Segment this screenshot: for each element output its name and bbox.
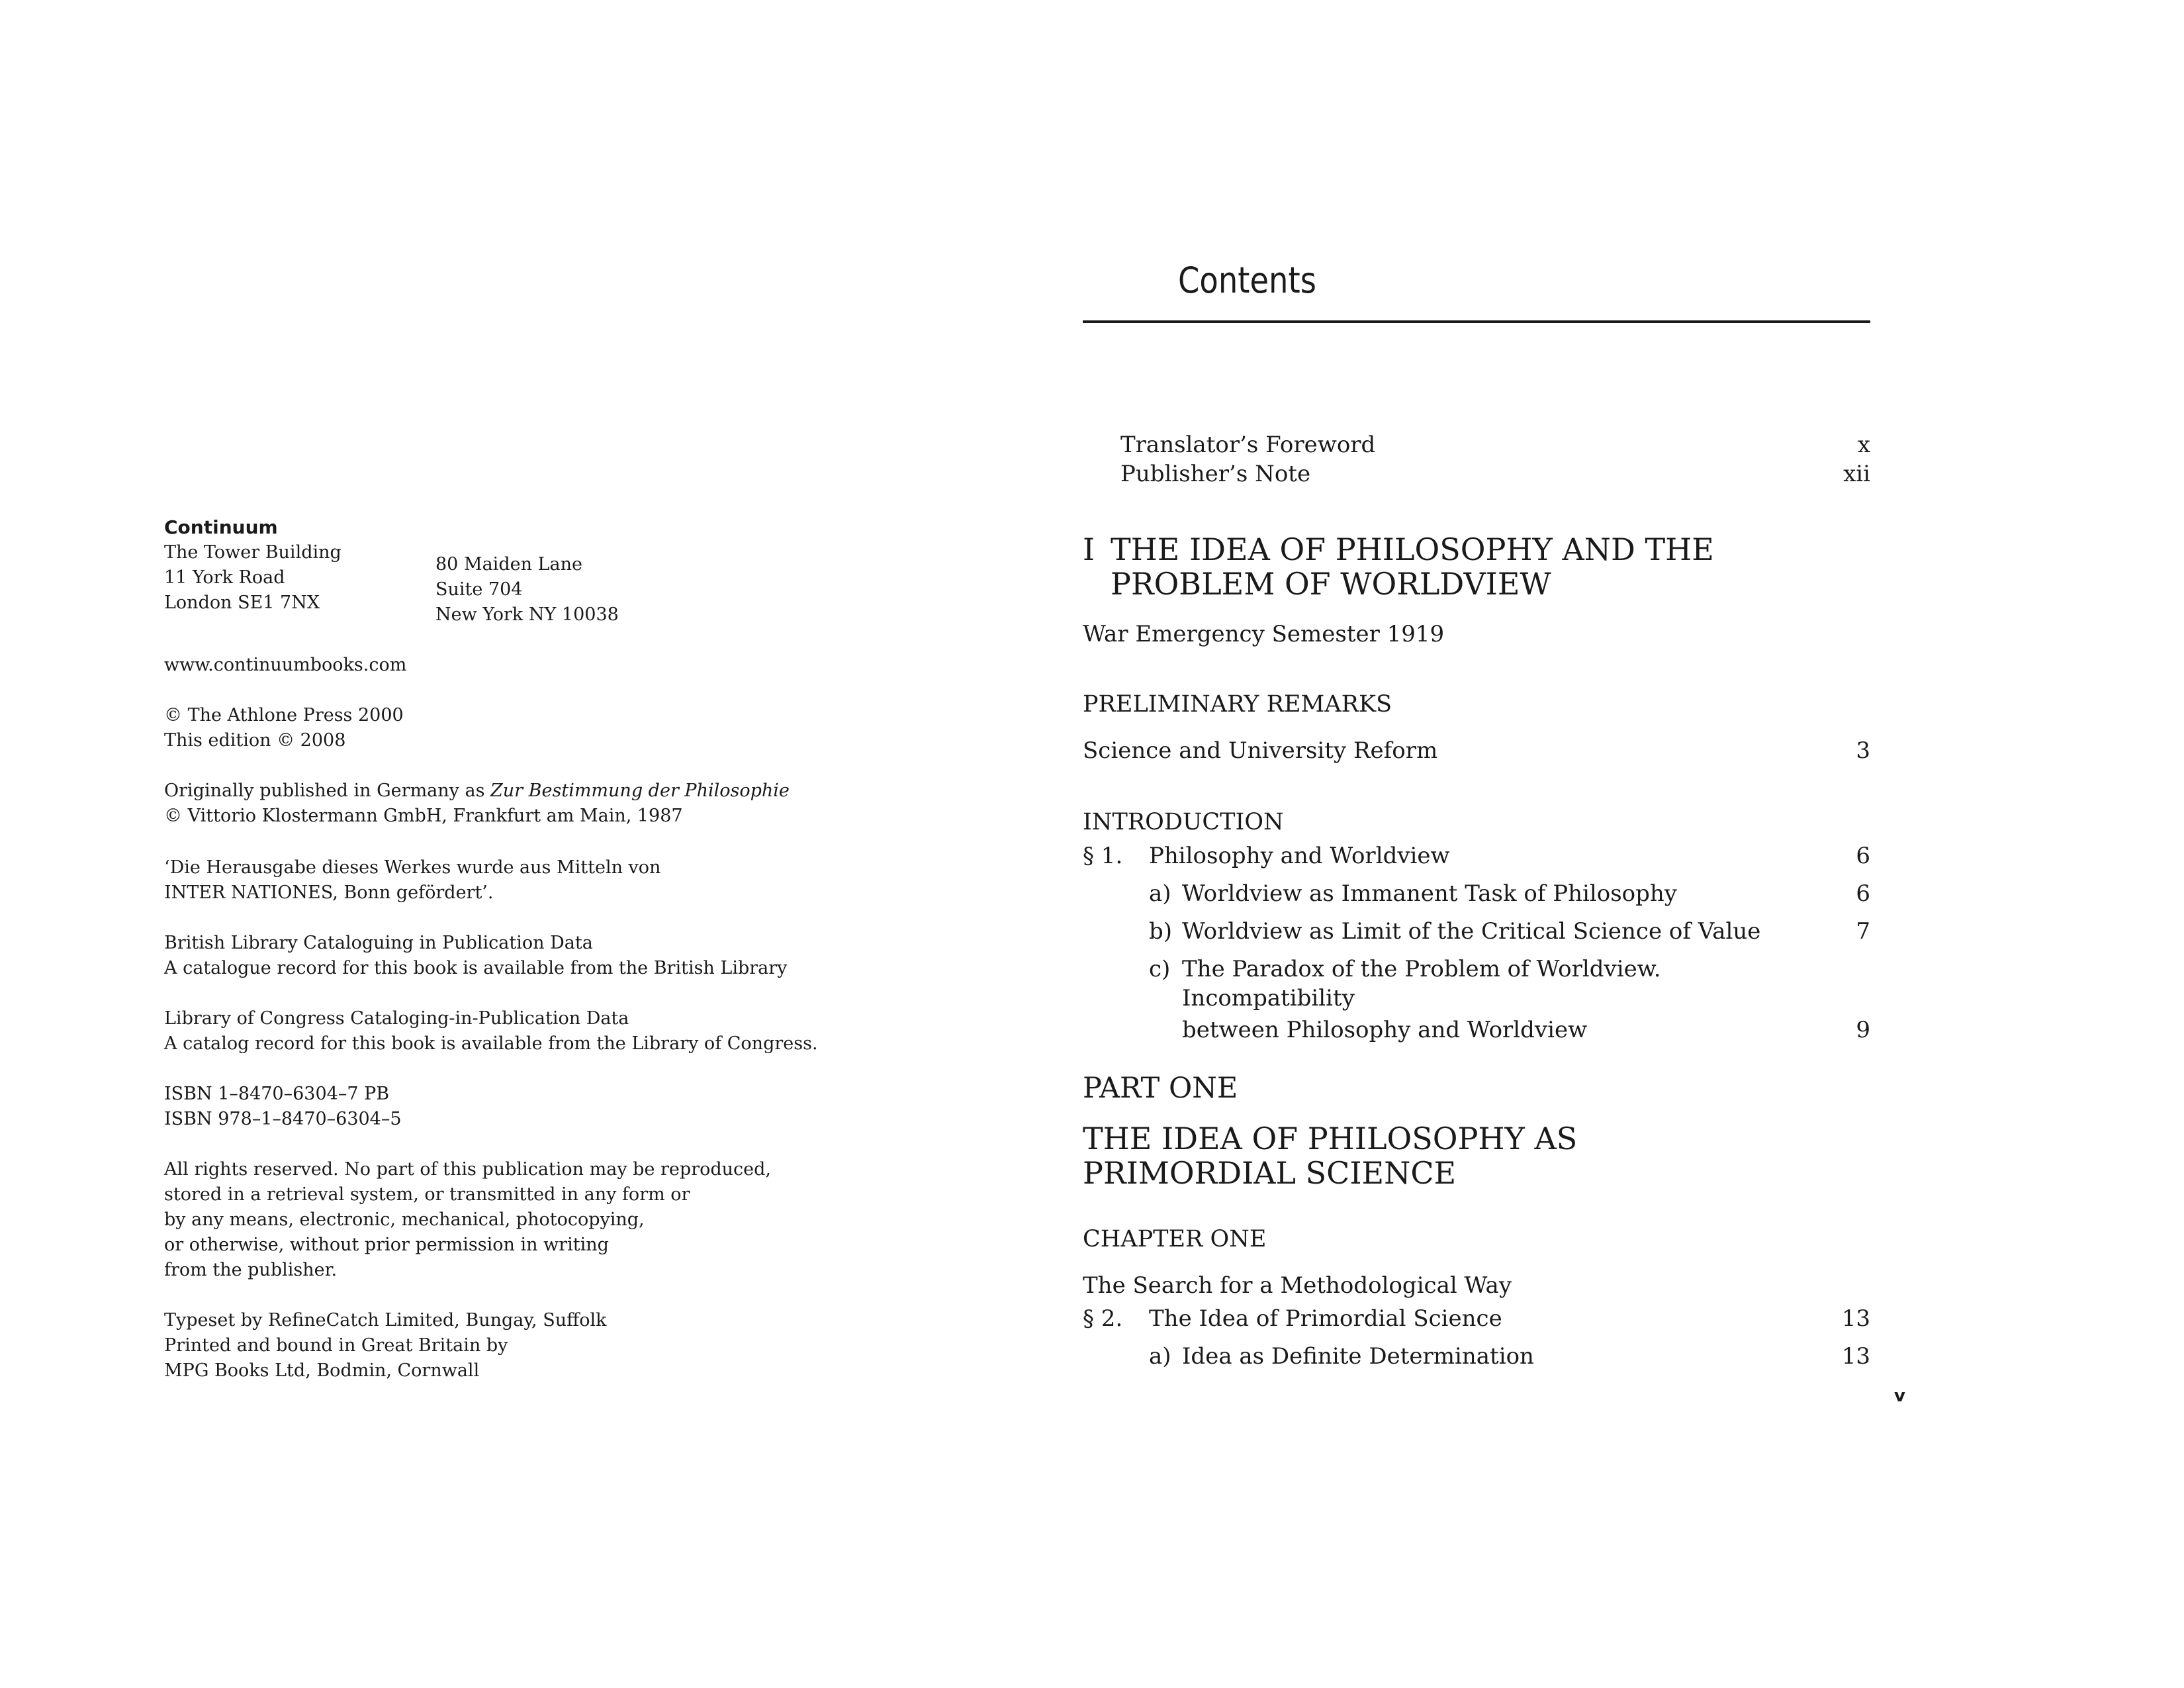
toc-entry-label: Philosophy and Worldview <box>1149 843 1450 869</box>
toc-page-number: 3 <box>1856 737 1870 764</box>
cip-line: A catalogue record for this book is available from the British Library <box>164 958 788 978</box>
toc-entry-label: Publisher’s Note <box>1120 461 1311 487</box>
toc-entry-label: Science and University Reform <box>1083 737 1438 764</box>
chapter-heading: CHAPTER ONE <box>1083 1226 1267 1252</box>
address-line: London SE1 7NX <box>164 592 320 613</box>
chapter-one-heading <box>1083 1225 1870 1254</box>
part-title-line: PRIMORDIAL SCIENCE <box>1083 1155 1457 1191</box>
cip-line: Library of Congress Cataloging-in-Publication Data <box>164 1008 629 1029</box>
chapter-one-subtitle <box>1083 1271 1870 1300</box>
toc-entry-sub-b <box>1083 917 1870 946</box>
cip-line: A catalog record for this book is available from the Library of Congress. <box>164 1033 818 1054</box>
rights-line: All rights reserved. No part of this publication may be reproduced, <box>164 1159 771 1180</box>
toc-page-number: xii <box>1843 461 1870 487</box>
uk-address <box>164 540 435 628</box>
semester-line <box>1083 620 1870 649</box>
preliminary-heading <box>1083 690 1870 719</box>
isbn-block <box>164 1082 826 1132</box>
toc-page-number: x <box>1857 432 1870 458</box>
toc-entry-sub-a-2 <box>1083 1342 1870 1371</box>
toc-entry-label: Worldview as Immanent Task of Philosophy <box>1182 880 1678 907</box>
rights-notice <box>164 1157 826 1283</box>
toc-entry-label <box>1182 955 1831 1045</box>
toc-entry-sub-a <box>1083 879 1870 908</box>
chapter-subtitle: The Search for a Methodological Way <box>1083 1272 1512 1299</box>
funding-note <box>164 855 826 906</box>
toc-page-number: 6 <box>1856 843 1870 869</box>
toc-entry-publishers-note <box>1083 459 1870 489</box>
loc-cip <box>164 1006 826 1056</box>
toc-page-number: 13 <box>1841 1305 1870 1332</box>
rights-line: stored in a retrieval system, or transmitted in any form or <box>164 1184 690 1205</box>
original-pub-line: © Vittorio Klostermann GmbH, Frankfurt am Main, 1987 <box>164 806 683 826</box>
toc-entry-label: Idea as Definite Determination <box>1182 1343 1534 1370</box>
section-number: § 2. <box>1083 1305 1123 1332</box>
address-line: Suite 704 <box>435 579 523 600</box>
toc-page-number: 7 <box>1856 918 1870 945</box>
part-one-heading <box>1083 1074 1870 1103</box>
toc-entry-section-1 <box>1083 841 1870 870</box>
table-of-contents <box>1083 430 1870 1371</box>
funding-line: ‘Die Herausgabe dieses Werkes wurde aus Mitteln von <box>164 857 661 878</box>
part-title-line: THE IDEA OF PHILOSOPHY AND THE <box>1111 532 1714 567</box>
copyright-line: This edition © 2008 <box>164 730 346 751</box>
production-line: Printed and bound in Great Britain by <box>164 1335 508 1356</box>
part-i-heading <box>1083 532 1870 601</box>
part-title <box>1083 1121 1870 1190</box>
toc-entry-label: Worldview as Limit of the Critical Science of Value <box>1182 918 1761 945</box>
toc-entry-label: The Idea of Primordial Science <box>1149 1305 1502 1332</box>
address-line: 11 York Road <box>164 567 285 588</box>
funding-line: INTER NATIONES, Bonn gefördert’. <box>164 882 494 903</box>
production-line: MPG Books Ltd, Bodmin, Cornwall <box>164 1360 480 1381</box>
copyright-line: © The Athlone Press 2000 <box>164 705 404 726</box>
toc-page-number: 13 <box>1841 1343 1870 1370</box>
bl-cip <box>164 931 826 981</box>
section-number: § 1. <box>1083 843 1123 869</box>
subsection-letter: a) <box>1149 1343 1171 1370</box>
part-number: I <box>1083 532 1095 567</box>
original-title: Zur Bestimmung der Philosophie <box>490 780 790 801</box>
toc-entry-science-reform <box>1083 736 1870 765</box>
part-title-line: PROBLEM OF WORLDVIEW <box>1111 566 1551 602</box>
part-one-title <box>1083 1121 1870 1190</box>
part-title-line: THE IDEA OF PHILOSOPHY AS <box>1083 1121 1578 1156</box>
original-pub-line <box>164 778 826 804</box>
toc-page-number: 6 <box>1856 880 1870 907</box>
rights-line: from the publisher. <box>164 1260 338 1280</box>
page-title: Contents <box>1178 259 1316 301</box>
address-line: 80 Maiden Lane <box>435 554 582 575</box>
page-folio: v <box>1894 1386 1905 1406</box>
production-line: Typeset by RefineCatch Limited, Bungay, Suffolk <box>164 1310 607 1331</box>
section-heading: INTRODUCTION <box>1083 809 1284 835</box>
cip-line: British Library Cataloguing in Publication Data <box>164 933 593 953</box>
production-credits <box>164 1308 826 1383</box>
toc-entry-label-line: The Paradox of the Problem of Worldview. Incompatibility <box>1182 956 1661 1011</box>
toc-entry-section-2 <box>1083 1304 1870 1333</box>
original-publication <box>164 778 826 829</box>
toc-entry-translators-foreword <box>1083 430 1870 459</box>
rights-line: by any means, electronic, mechanical, photocopying, <box>164 1209 645 1230</box>
section-heading: PRELIMINARY REMARKS <box>1083 691 1392 718</box>
toc-entry-label-line: between Philosophy and Worldview <box>1182 1017 1588 1043</box>
subsection-letter: b) <box>1149 918 1173 945</box>
imprint-page <box>164 515 826 1383</box>
semester-text: War Emergency Semester 1919 <box>1083 621 1445 647</box>
copyright-block <box>164 703 826 753</box>
website-url: www.continuumbooks.com <box>164 655 407 675</box>
address-line: The Tower Building <box>164 542 341 563</box>
part-heading: PART ONE <box>1083 1072 1238 1105</box>
publisher-name: Continuum <box>164 516 278 538</box>
isbn-line: ISBN 978–1–8470–6304–5 <box>164 1109 402 1129</box>
toc-entry-sub-c <box>1083 955 1870 1045</box>
toc-page-number: 9 <box>1856 1017 1870 1043</box>
part-title <box>1111 532 1870 601</box>
title-rule <box>1083 320 1870 323</box>
original-pub-prefix: Originally published in Germany as <box>164 780 491 801</box>
isbn-line: ISBN 1–8470–6304–7 PB <box>164 1084 390 1104</box>
us-address <box>435 552 619 628</box>
publisher-addresses <box>164 540 826 628</box>
toc-entry-label: Translator’s Foreword <box>1120 432 1376 458</box>
address-line: New York NY 10038 <box>435 604 619 625</box>
introduction-heading <box>1083 808 1870 837</box>
subsection-letter: c) <box>1149 956 1171 982</box>
subsection-letter: a) <box>1149 880 1171 907</box>
rights-line: or otherwise, without prior permission in writing <box>164 1235 609 1255</box>
